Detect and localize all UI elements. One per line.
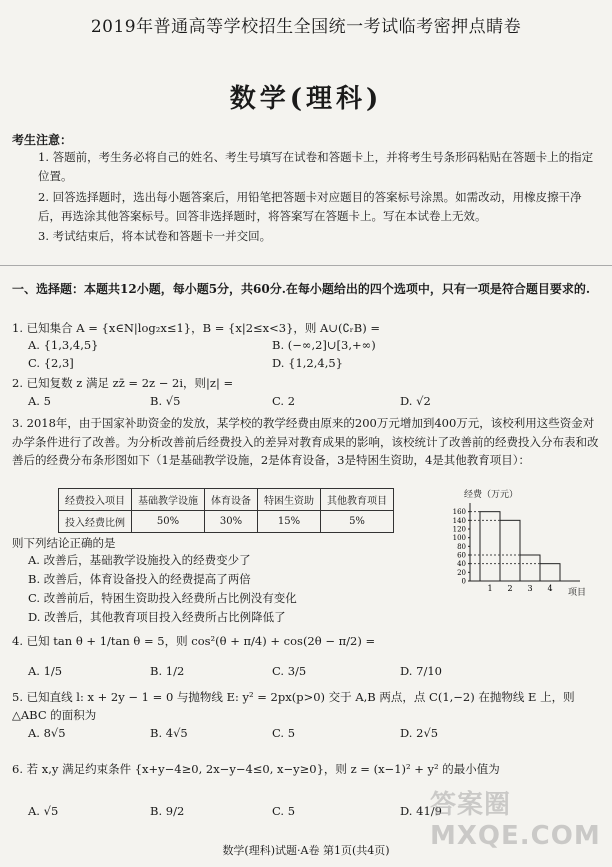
notice-item: 2. 回答选择题时，选出每小题答案后，用铅笔把答题卡对应题目的答案标号涂黑。如需改动，用橡皮擦干净后，再选涂其他答案标号。回答非选择题时，将答案写在答题卡上。写在本试卷上无效。 — [38, 190, 582, 223]
option: D. 41/9 — [400, 804, 442, 818]
chart-ylabel: 经费（万元） — [464, 490, 519, 500]
bar — [500, 520, 520, 581]
notice-heading: 考生注意： — [12, 133, 73, 147]
option: C. 5 — [272, 726, 296, 740]
expense-table — [58, 488, 394, 533]
option: A. √5 — [28, 804, 59, 818]
x-tick-label: 4 — [547, 584, 553, 593]
page-footer: 数学(理科)试题·A卷 第1页(共4页) — [222, 844, 390, 857]
table-header-cell: 体育设备 — [205, 489, 258, 511]
y-tick-label: 40 — [457, 560, 466, 569]
option: C. 改善前后，特困生资助投入经费所占比例没有变化 — [28, 591, 297, 605]
expense-bar-chart — [440, 485, 610, 600]
option: B. √5 — [150, 394, 181, 408]
table-cell: 30% — [205, 511, 258, 533]
table-header-cell: 经费投入项目 — [59, 489, 132, 511]
exam-header-title: 2019年普通高等学校招生全国统一考试临考密押点睛卷 — [90, 17, 522, 37]
option: D. √2 — [400, 394, 431, 408]
y-tick-label: 0 — [461, 577, 466, 586]
table-row — [59, 511, 394, 533]
y-tick-label: 100 — [452, 534, 466, 543]
table-header-cell: 基础教学设施 — [132, 489, 205, 511]
option: D. 7/10 — [400, 664, 442, 678]
y-tick-label: 80 — [457, 542, 466, 551]
notice-item: 3. 考试结束后，将本试卷和答题卡一并交回。 — [38, 229, 272, 243]
option: C. 2 — [272, 394, 296, 408]
y-tick-label: 60 — [457, 551, 466, 560]
table-header-cell: 特困生资助 — [258, 489, 321, 511]
option: A. 5 — [28, 394, 51, 408]
question-stem: 5. 已知直线 l: x + 2y − 1 = 0 与抛物线 E: y² = 2px(p>0) 交于 A,B 两点，点 C(1,−2) 在抛物线 E 上，则 △ABC 的面积为 — [12, 690, 575, 722]
watermark: 答案圈 MXQE.COM — [430, 790, 601, 851]
table-cell: 50% — [132, 511, 205, 533]
option: C. {2,3] — [28, 356, 74, 370]
table-header-row — [59, 489, 394, 511]
option: B. 改善后，体育设备投入的经费提高了两倍 — [28, 572, 251, 586]
question-stem: 3. 2018年，由于国家补助资金的发放，某学校的教学经费由原来的200万元增加到400万元，该校利用这些资金对办学条件进行了改善。为分析改善前后经费投入的差异对教育成果的影响，该校统计了改善前的经费投入分布表和改善后的经费分布条形图如下（1是基础教学设施，2是体育设备，3是特困生资助，4是其他教育项目）： — [12, 416, 599, 467]
y-tick-label: 140 — [452, 516, 466, 525]
question-stem: 1. 已知集合 A = {x∈N|log₂x≤1}，B = {x|2≤x<3}，则 A∪(∁ᵣB) = — [12, 321, 381, 335]
option: C. 3/5 — [272, 664, 307, 678]
table-cell: 投入经费比例 — [59, 511, 132, 533]
question-stem: 2. 已知复数 z 满足 zz̄ = 2z − 2i，则|z| = — [12, 376, 234, 390]
table-cell: 15% — [258, 511, 321, 533]
y-tick-label: 160 — [452, 508, 466, 517]
option: C. 5 — [272, 804, 296, 818]
bar — [520, 555, 540, 581]
section-heading: 一、选择题：本题共12小题，每小题5分，共60分.在每小题给出的四个选项中，只有一项是符合题目要求的. — [12, 282, 591, 296]
x-tick-label: 2 — [507, 584, 513, 593]
option: A. 1/5 — [28, 664, 63, 678]
subject-title: 数学(理科) — [229, 84, 383, 114]
x-tick-label: 3 — [527, 584, 533, 593]
bar — [540, 564, 560, 581]
option: D. {1,2,4,5} — [272, 356, 343, 370]
y-tick-label: 20 — [457, 568, 466, 577]
bar — [480, 512, 500, 581]
option: A. 改善后，基础教学设施投入的经费变少了 — [28, 553, 251, 567]
option: B. (−∞,2]∪[3,+∞) — [272, 338, 376, 352]
table-header-cell: 其他教育项目 — [321, 489, 394, 511]
option: B. 9/2 — [150, 804, 185, 818]
divider — [0, 265, 612, 266]
option: A. 8√5 — [28, 726, 66, 740]
notice-item: 1. 答题前，考生务必将自己的姓名、考生号填写在试卷和答题卡上，并将考生号条形码粘贴在答题卡上的指定位置。 — [38, 150, 594, 183]
question-stem: 4. 已知 tan θ + 1/tan θ = 5，则 cos²(θ + π/4) + cos(2θ − π/2) = — [12, 634, 376, 648]
y-tick-label: 120 — [452, 525, 466, 534]
chart-xlabel: 项目 — [568, 588, 587, 598]
question-stem: 6. 若 x,y 满足约束条件 {x+y−4≥0, 2x−y−4≤0, x−y≥0}，则 z = (x−1)² + y² 的最小值为 — [12, 762, 500, 776]
option: A. {1,3,4,5} — [28, 338, 99, 352]
option: B. 1/2 — [150, 664, 185, 678]
table-cell: 5% — [321, 511, 394, 533]
option: B. 4√5 — [150, 726, 188, 740]
option: D. 2√5 — [400, 726, 439, 740]
x-tick-label: 1 — [487, 584, 493, 593]
question-stem: 则下列结论正确的是 — [12, 536, 116, 550]
option: D. 改善后，其他教育项目投入经费所占比例降低了 — [28, 610, 286, 624]
